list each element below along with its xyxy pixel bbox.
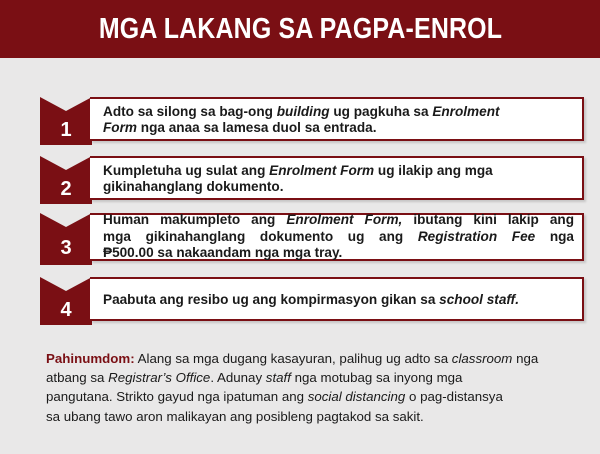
step-text-line: Paabuta ang resibo ug ang kompirmasyon gikan sa school staff.: [103, 291, 519, 307]
note-line: Pahinumdom: Alang sa mga dugang kasayuran, palihug ug adto sa classroom nga: [46, 351, 539, 366]
step-text-box: [90, 156, 584, 200]
step-3: [40, 213, 588, 265]
step-text-box: [90, 277, 584, 321]
step-text-line: mga gikinahanglang dokumento ug ang Registration Fee nga: [103, 228, 574, 244]
step-text-box: [90, 213, 584, 261]
step-text-line: Adto sa silong sa bag-ong building ug pagkuha sa Enrolment: [103, 103, 500, 119]
note-line: sa ubang tawo aron malikayan ang posibleng pagtakod sa sakit.: [46, 408, 424, 424]
step-text-line: Form nga anaa sa lamesa duol sa entrada.: [103, 120, 377, 135]
step-text-line: Kumpletuha ug sulat ang Enrolment Form ug ilakip ang mga: [103, 162, 493, 178]
step-text-box: [90, 97, 584, 141]
step-number: 4: [60, 299, 72, 321]
step-number: 2: [60, 178, 72, 200]
note-line: pangutana. Strikto gayud nga ipatuman ang social distancing o pag-distansya: [46, 389, 503, 405]
note-line: atbang sa Registrar’s Office. Adunay staff nga motubag sa inyong mga: [46, 370, 463, 386]
step-1: [40, 97, 588, 145]
step-number: 1: [60, 119, 72, 141]
page-header: [0, 0, 600, 58]
reminder-note: [46, 349, 566, 426]
step-2: [40, 156, 588, 204]
step-4: [40, 277, 588, 325]
step-number: 3: [60, 237, 72, 259]
page-title: MGA LAKANG SA PAGPA-ENROL: [98, 12, 502, 45]
step-text-line: ₱500.00 sa nakaandam nga mga tray.: [103, 245, 343, 261]
step-text-line: Human makumpleto ang Enrolment Form, ibutang kini lakip ang: [103, 212, 575, 228]
note-label: Pahinumdom:: [46, 351, 135, 366]
step-text-line: gikinahanglang dokumento.: [103, 179, 284, 194]
